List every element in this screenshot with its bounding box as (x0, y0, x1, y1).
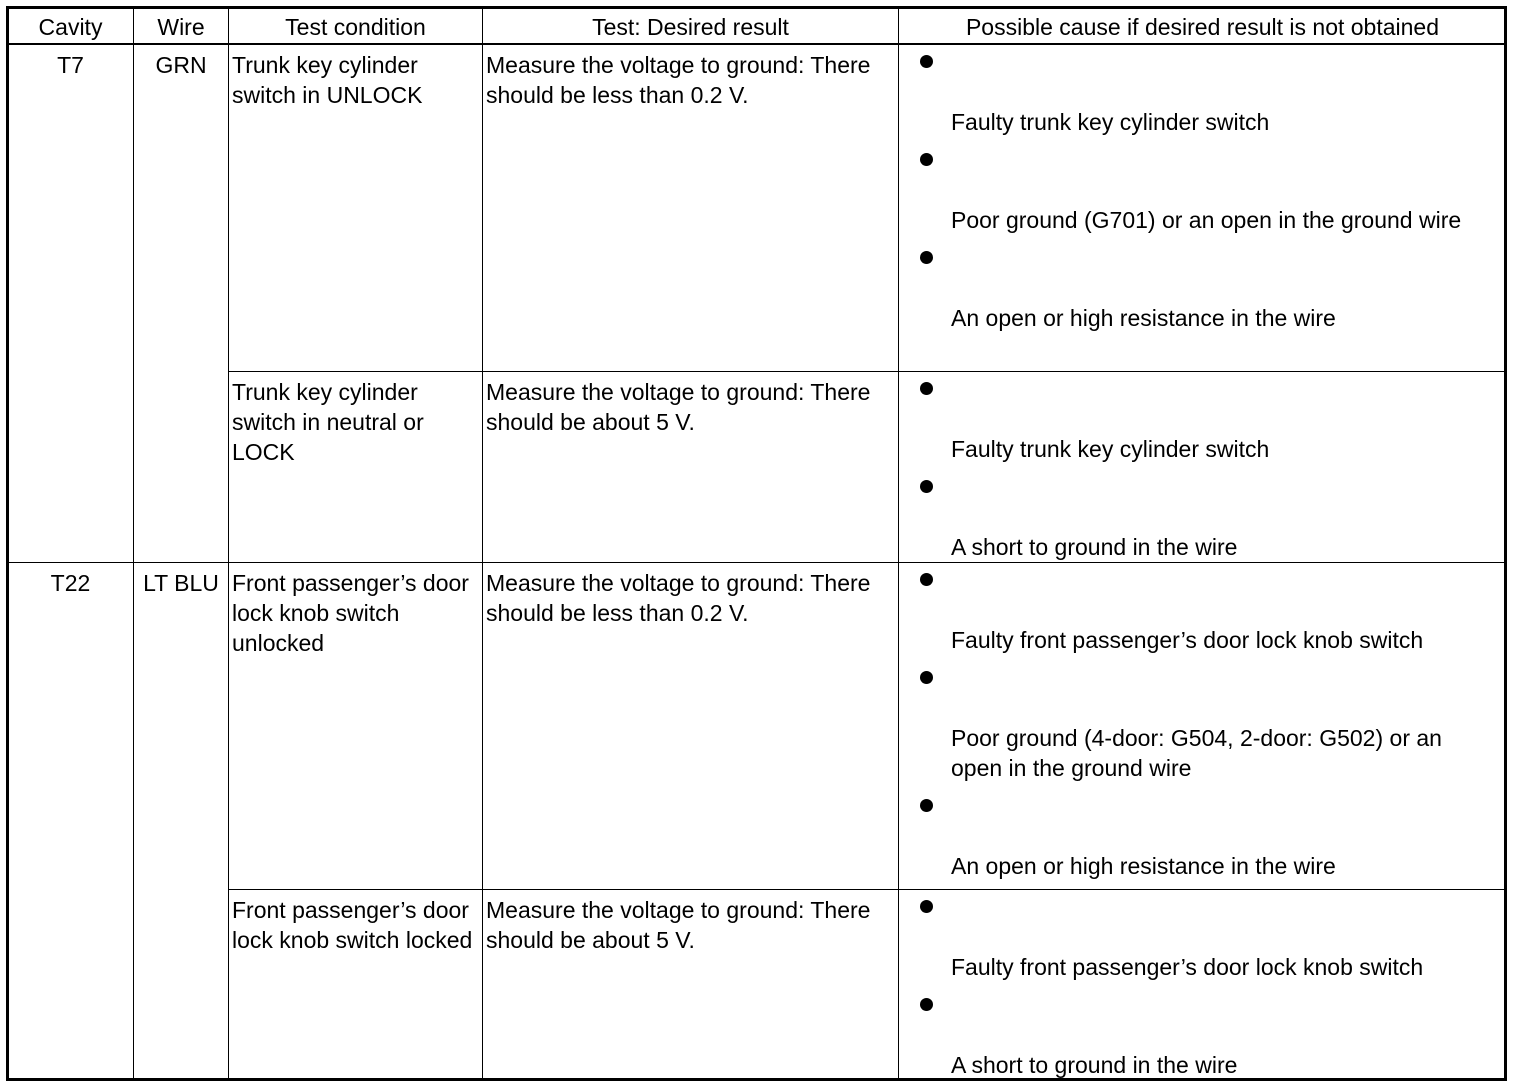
cause-item (917, 900, 1498, 982)
cause-list (917, 382, 1498, 562)
possible-cause-cell (899, 889, 1507, 1080)
cause-list (917, 55, 1498, 333)
cause-text: A short to ground in the wire (951, 533, 1238, 560)
bullet-icon (920, 900, 933, 913)
header-desired-result: Test: Desired result (483, 8, 899, 45)
bullet-icon (920, 799, 933, 812)
desired-result-cell: Measure the voltage to ground: There should be about 5 V. (483, 371, 899, 562)
cause-text: Faulty front passenger’s door lock knob switch (951, 953, 1424, 980)
bullet-icon (920, 55, 933, 68)
cause-text: Faulty front passenger’s door lock knob switch (951, 626, 1424, 653)
test-condition-cell: Trunk key cylinder switch in UNLOCK (229, 44, 483, 371)
cavity-cell: T22 (8, 562, 134, 1080)
cause-text: A short to ground in the wire (951, 1051, 1238, 1078)
possible-cause-cell (899, 44, 1507, 371)
bullet-icon (920, 573, 933, 586)
desired-result-cell: Measure the voltage to ground: There should be about 5 V. (483, 889, 899, 1080)
table-row (8, 371, 1507, 562)
cause-text: An open or high resistance in the wire (951, 305, 1336, 331)
bullet-icon (920, 998, 933, 1011)
cause-text: Faulty trunk key cylinder switch (951, 109, 1270, 135)
cause-text: Faulty trunk key cylinder switch (951, 435, 1270, 462)
bullet-icon (920, 153, 933, 166)
wire-cell: GRN (134, 44, 229, 562)
cavity-cell: T7 (8, 44, 134, 562)
cause-item (917, 480, 1498, 562)
header-possible-cause: Possible cause if desired result is not obtained (899, 8, 1507, 45)
bullet-icon (920, 671, 933, 684)
desired-result-cell: Measure the voltage to ground: There should be less than 0.2 V. (483, 562, 899, 889)
bullet-icon (920, 480, 933, 493)
header-row (8, 8, 1507, 45)
cause-item (917, 671, 1498, 783)
test-condition-cell: Trunk key cylinder switch in neutral or LOCK (229, 371, 483, 562)
cause-list (917, 573, 1498, 881)
table-row (8, 889, 1507, 1080)
cause-text: Poor ground (4-door: G504, 2-door: G502) or an open in the ground wire (951, 724, 1442, 781)
header-wire: Wire (134, 8, 229, 45)
cause-item (917, 573, 1498, 655)
cause-list (917, 900, 1498, 1080)
possible-cause-cell (899, 371, 1507, 562)
cause-item (917, 998, 1498, 1080)
cause-item (917, 382, 1498, 464)
cause-item (917, 55, 1498, 137)
test-condition-cell: Front passenger’s door lock knob switch unlocked (229, 562, 483, 889)
header-cavity: Cavity (8, 8, 134, 45)
table-row (8, 44, 1507, 371)
test-condition-cell: Front passenger’s door lock knob switch locked (229, 889, 483, 1080)
diagnostic-table (7, 7, 1507, 1081)
cause-text: An open or high resistance in the wire (951, 852, 1336, 879)
cause-item (917, 153, 1498, 235)
bullet-icon (920, 382, 933, 395)
cause-item (917, 799, 1498, 881)
wire-cell: LT BLU (134, 562, 229, 1080)
bullet-icon (920, 251, 933, 264)
desired-result-cell: Measure the voltage to ground: There should be less than 0.2 V. (483, 44, 899, 371)
possible-cause-cell (899, 562, 1507, 889)
cause-text: Poor ground (G701) or an open in the ground wire (951, 207, 1462, 233)
header-test-condition: Test condition (229, 8, 483, 45)
cause-item (917, 251, 1498, 333)
table-row (8, 562, 1507, 889)
